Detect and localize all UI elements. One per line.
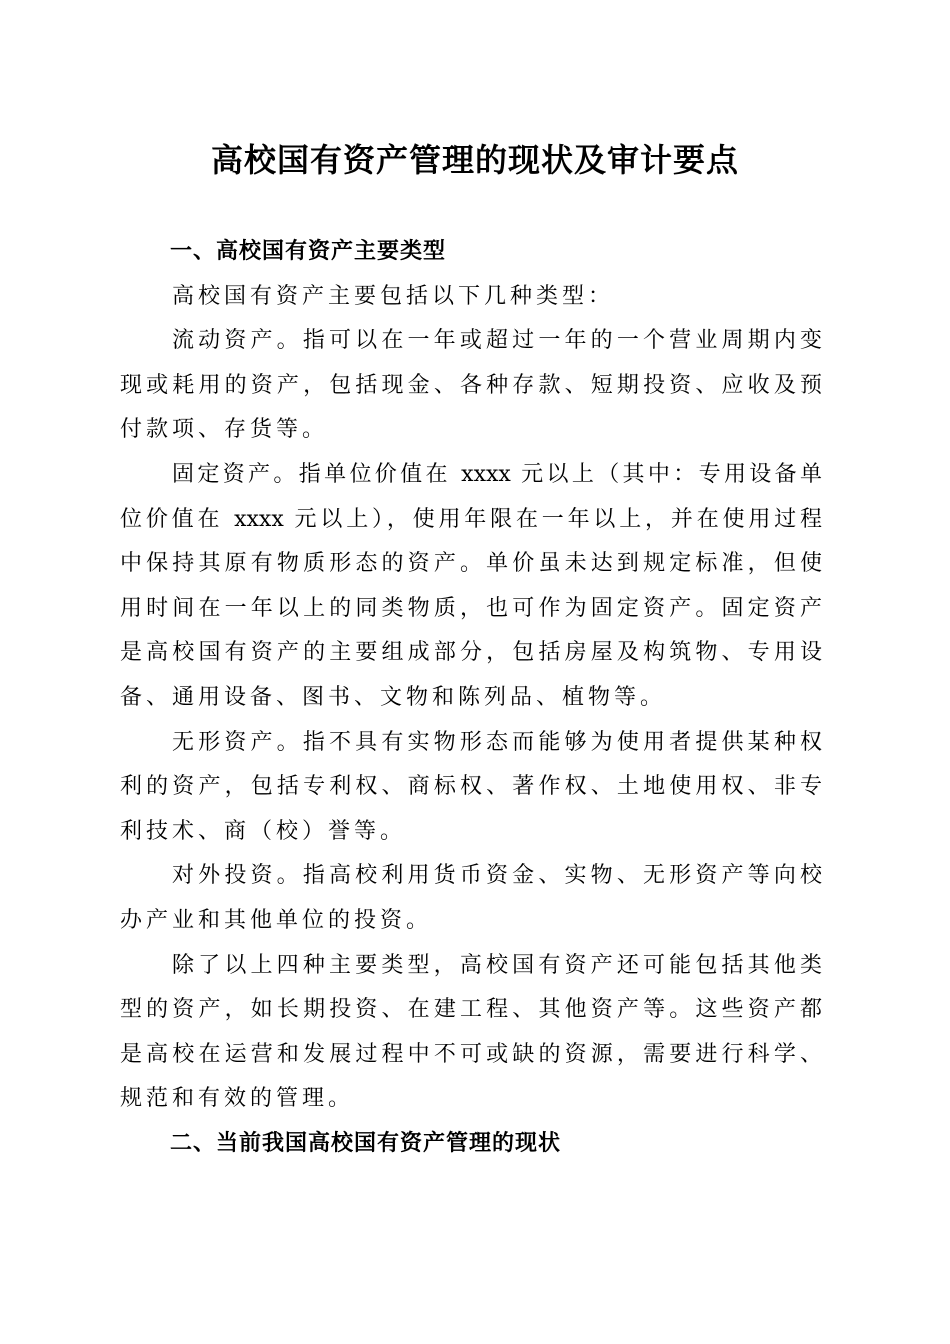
section-heading: 二、当前我国高校国有资产管理的现状 (170, 1130, 562, 1156)
paragraph-line: 高校国有资产主要包括以下几种类型： (172, 283, 615, 309)
document-body (120, 230, 822, 1166)
paragraph-line: 对外投资。指高校利用货币资金、实物、无形资产等向校 (172, 863, 822, 889)
section-heading: 一、高校国有资产主要类型 (170, 239, 447, 264)
paragraph-line: 中保持其原有物质形态的资产。单价虽未达到规定标准，但使 (120, 551, 822, 577)
paragraph-line: 现或耗用的资产，包括现金、各种存款、短期投资、应收及预 (120, 372, 822, 398)
paragraph-line: 固定资产。指单位价值在 xxxx 元以上（其中：专用设备单 (172, 461, 822, 487)
paragraph-line: 利技术、商（校）誉等。 (120, 818, 407, 844)
paragraph-line: 型的资产，如长期投资、在建工程、其他资产等。这些资产都 (120, 997, 822, 1023)
paragraph-line: 利的资产，包括专利权、商标权、著作权、土地使用权、非专 (120, 774, 822, 800)
paragraph-line: 用时间在一年以上的同类物质，也可作为固定资产。固定资产 (120, 595, 822, 621)
paragraph-line: 流动资产。指可以在一年或超过一年的一个营业周期内变 (172, 328, 822, 354)
paragraph-line: 是高校在运营和发展过程中不可或缺的资源，需要进行科学、 (120, 1041, 822, 1067)
paragraph-line: 无形资产。指不具有实物形态而能够为使用者提供某种权 (172, 729, 822, 755)
paragraph-line: 规范和有效的管理。 (120, 1086, 355, 1112)
document-title: 高校国有资产管理的现状及审计要点 (210, 141, 739, 179)
paragraph-line: 位价值在 xxxx 元以上），使用年限在一年以上，并在使用过程 (120, 506, 822, 532)
paragraph-line: 除了以上四种主要类型，高校国有资产还可能包括其他类 (172, 952, 822, 978)
paragraph-line: 是高校国有资产的主要组成部分，包括房屋及构筑物、专用设 (120, 640, 822, 666)
paragraph-line: 办产业和其他单位的投资。 (120, 907, 433, 933)
paragraph-line: 备、通用设备、图书、文物和陈列品、植物等。 (120, 684, 667, 710)
paragraph-line: 付款项、存货等。 (120, 417, 329, 443)
